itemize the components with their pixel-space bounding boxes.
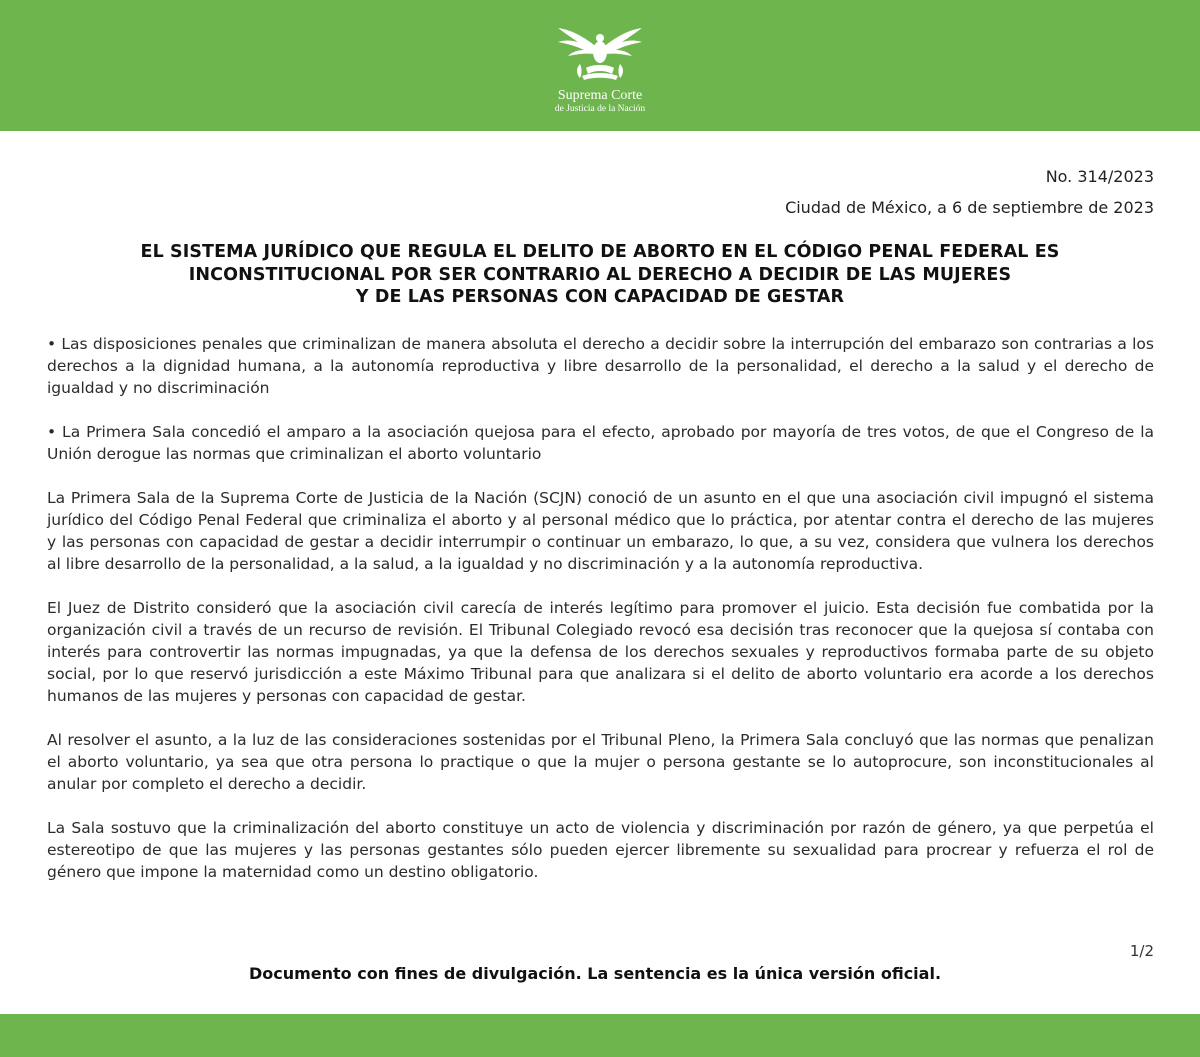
bulletin-number: No. 314/2023 xyxy=(1045,167,1154,186)
body-paragraph: La Sala sostuvo que la criminalización del aborto constituye un acto de violencia y discriminación por razón de género, ya que perpetúa el estereotipo de que las mujeres y las personas gestantes sólo pueden ejercer libremente su sexualidad para procrear y refuerza el rol de género que impone la maternidad como un destino obligatorio. xyxy=(47,819,1154,881)
headline-line: EL SISTEMA JURÍDICO QUE REGULA EL DELITO DE ABORTO EN EL CÓDIGO PENAL FEDERAL ES xyxy=(140,242,1060,262)
body-paragraph: La Primera Sala de la Suprema Corte de Justicia de la Nación (SCJN) conoció de un asunto en el que una asociación civil impugnó el sistema jurídico del Código Penal Federal que criminaliza el aborto y al personal médico que lo práctica, por atentar contra el derecho de las mujeres y las personas con capacidad de gestar a decidir interrumpir o continuar un embarazo, lo que, a su vez, considera que vulnera los derechos al libre desarrollo de la personalidad, a la salud, a la igualdad y no discriminación y a la autonomía reproductiva. xyxy=(47,489,1154,573)
summary-bullet: • Las disposiciones penales que criminalizan de manera absoluta el derecho a decidir sobre la interrupción del embarazo son contrarias a los derechos a la dignidad humana, a la autonomía reproductiva y libre desarrollo de la personalidad, el derecho a la salud y el derecho de igualdad y no discriminación xyxy=(47,335,1154,397)
eagle-emblem-icon xyxy=(552,18,648,84)
logo-title: Suprema Corte xyxy=(557,88,643,103)
place-date: Ciudad de México, a 6 de septiembre de 2023 xyxy=(785,198,1154,217)
headline-line: Y DE LAS PERSONAS CON CAPACIDAD DE GESTAR xyxy=(355,287,845,307)
page-number: 1/2 xyxy=(1129,942,1154,960)
headline xyxy=(60,241,1140,309)
body-text xyxy=(47,333,1154,905)
summary-bullet: • La Primera Sala concedió el amparo a la asociación quejosa para el efecto, aprobado por mayoría de tres votos, de que el Congreso de la Unión derogue las normas que criminalizan el aborto voluntario xyxy=(47,423,1154,463)
footer-band xyxy=(0,1014,1200,1057)
disclaimer: Documento con fines de divulgación. La sentencia es la única versión oficial. xyxy=(248,964,942,983)
scjn-logo xyxy=(545,18,655,115)
headline-line: INCONSTITUCIONAL POR SER CONTRARIO AL DERECHO A DECIDIR DE LAS MUJERES xyxy=(188,264,1012,285)
logo-subtitle: de Justicia de la Nación xyxy=(554,104,646,114)
body-paragraph: El Juez de Distrito consideró que la asociación civil carecía de interés legítimo para promover el juicio. Esta decisión fue combatida por la organización civil a través de un recurso de revisión. El Tribunal Colegiado revocó esa decisión tras reconocer que la quejosa sí contaba con interés para controvertir las normas impugnadas, ya que la defensa de los derechos sexuales y reproductivos formaba parte de su objeto social, por lo que reservó jurisdicción a este Máximo Tribunal para que analizara si el delito de aborto voluntario era acorde a los derechos humanos de las mujeres y personas con capacidad de gestar. xyxy=(47,599,1154,705)
body-paragraph: Al resolver el asunto, a la luz de las consideraciones sostenidas por el Tribunal Pleno, la Primera Sala concluyó que las normas que penalizan el aborto voluntario, ya sea que otra persona lo practique o que la mujer o persona gestante se lo autoprocure, son inconstitucionales al anular por completo el derecho a decidir. xyxy=(47,731,1154,793)
